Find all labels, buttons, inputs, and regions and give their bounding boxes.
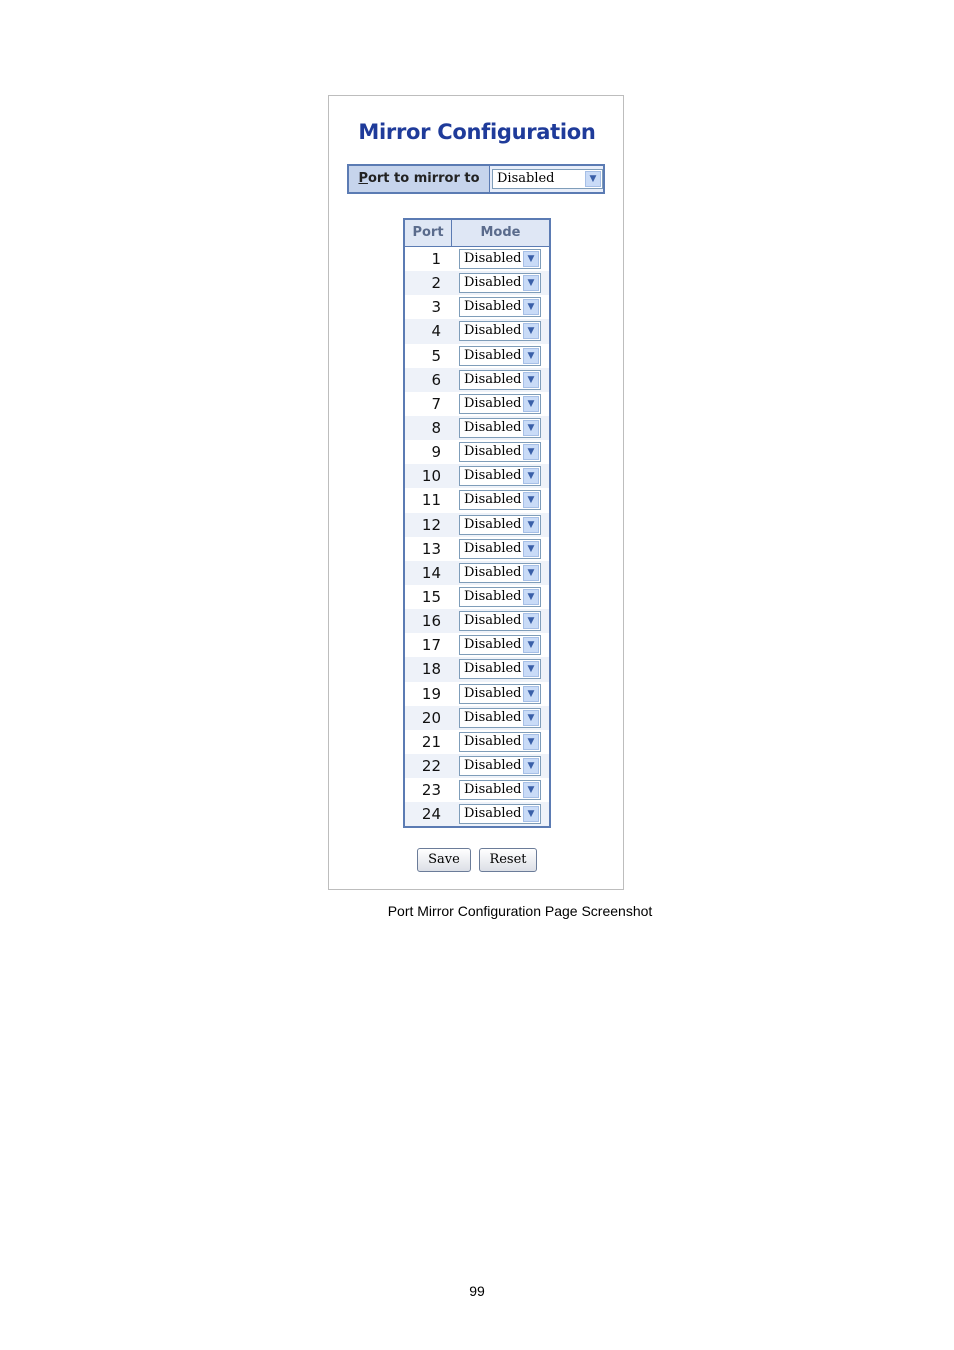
chevron-down-icon: ▼ (523, 710, 539, 726)
chevron-down-icon: ▼ (523, 686, 539, 702)
port-column-header: Port (405, 220, 452, 246)
chevron-down-icon: ▼ (523, 444, 539, 460)
port-number: 12 (421, 515, 441, 534)
port-number: 16 (421, 612, 441, 631)
mode-select[interactable] (459, 346, 541, 366)
mode-select[interactable] (459, 515, 541, 535)
chevron-down-icon: ▼ (523, 468, 539, 484)
mode-cell (451, 344, 549, 368)
table-row (405, 513, 549, 537)
port-number: 20 (421, 708, 441, 727)
table-row (405, 368, 549, 392)
mode-value: Disabled (464, 419, 522, 435)
mode-select[interactable] (459, 756, 541, 776)
chevron-down-icon: ▼ (523, 806, 539, 822)
port-number: 4 (431, 322, 441, 341)
port-number: 24 (421, 805, 441, 824)
chevron-down-icon: ▼ (585, 171, 601, 187)
chevron-down-icon: ▼ (523, 637, 539, 653)
mode-cell (451, 537, 549, 561)
table-row (405, 464, 549, 488)
chevron-down-icon: ▼ (523, 613, 539, 629)
table-row (405, 754, 549, 778)
mode-value: Disabled (464, 757, 522, 773)
table-row (405, 416, 549, 440)
mode-select[interactable] (459, 442, 541, 462)
table-row (405, 802, 549, 826)
mirror-port-select[interactable] (492, 169, 603, 189)
mode-value: Disabled (464, 492, 522, 508)
figure-caption: Port Mirror Configuration Page Screenshot (387, 903, 653, 919)
mode-value: Disabled (464, 444, 522, 460)
mode-cell (451, 416, 549, 440)
reset-button[interactable]: Reset (479, 848, 537, 872)
chevron-down-icon: ▼ (523, 323, 539, 339)
table-row (405, 706, 549, 730)
mode-value: Disabled (464, 516, 522, 532)
table-row (405, 561, 549, 585)
mode-cell (451, 271, 549, 295)
mode-cell (451, 464, 549, 488)
mode-value: Disabled (464, 588, 522, 604)
mode-select[interactable] (459, 370, 541, 390)
mode-value: Disabled (464, 685, 522, 701)
mode-select[interactable] (459, 539, 541, 559)
mode-select[interactable] (459, 321, 541, 341)
chevron-down-icon: ▼ (523, 734, 539, 750)
chevron-down-icon: ▼ (523, 782, 539, 798)
mode-cell (451, 319, 549, 343)
mode-select[interactable] (459, 684, 541, 704)
mode-select[interactable] (459, 611, 541, 631)
port-number: 1 (431, 250, 441, 268)
chevron-down-icon: ▼ (523, 348, 539, 364)
port-number: 15 (421, 587, 441, 606)
table-row (405, 295, 549, 319)
mode-cell (451, 368, 549, 392)
table-row (405, 488, 549, 512)
table-row (405, 633, 549, 657)
mode-select[interactable] (459, 732, 541, 752)
port-number: 11 (421, 491, 441, 510)
table-row (405, 440, 549, 464)
mode-cell (451, 488, 549, 512)
port-number: 13 (421, 539, 441, 558)
mirror-config-panel (328, 95, 624, 890)
mode-value: Disabled (464, 395, 522, 411)
mode-select[interactable] (459, 297, 541, 317)
port-number: 9 (431, 443, 441, 462)
port-number: 21 (421, 732, 441, 751)
port-number: 6 (431, 370, 441, 389)
mode-select[interactable] (459, 587, 541, 607)
mode-cell (451, 247, 549, 271)
port-number: 3 (431, 298, 441, 317)
table-row (405, 730, 549, 754)
mode-select[interactable] (459, 394, 541, 414)
mode-value: Disabled (464, 782, 522, 798)
chevron-down-icon: ▼ (523, 275, 539, 291)
mode-cell (451, 754, 549, 778)
table-row (405, 682, 549, 706)
chevron-down-icon: ▼ (523, 299, 539, 315)
mirror-port-row (347, 164, 605, 194)
mirror-port-value: Disabled (497, 171, 555, 186)
table-row (405, 271, 549, 295)
table-row (405, 585, 549, 609)
mode-value: Disabled (464, 613, 522, 629)
mode-value: Disabled (464, 540, 522, 556)
table-body (405, 247, 549, 826)
chevron-down-icon: ▼ (523, 492, 539, 508)
mode-value: Disabled (464, 661, 522, 677)
table-row (405, 537, 549, 561)
page-title: Mirror Configuration (358, 120, 596, 144)
port-number: 10 (421, 467, 441, 486)
chevron-down-icon: ▼ (523, 541, 539, 557)
table-row (405, 247, 549, 271)
mode-value: Disabled (464, 251, 522, 266)
port-number: 2 (431, 274, 441, 293)
chevron-down-icon: ▼ (523, 517, 539, 533)
mode-cell (451, 609, 549, 633)
chevron-down-icon: ▼ (523, 372, 539, 388)
chevron-down-icon: ▼ (523, 758, 539, 774)
mode-select[interactable] (459, 249, 541, 269)
mode-select[interactable] (459, 273, 541, 293)
port-number: 14 (421, 563, 441, 582)
chevron-down-icon: ▼ (523, 565, 539, 581)
chevron-down-icon: ▼ (523, 661, 539, 677)
table-row (405, 657, 549, 681)
mode-cell (451, 730, 549, 754)
mode-cell (451, 585, 549, 609)
port-number: 17 (421, 636, 441, 655)
table-row (405, 392, 549, 416)
mode-cell (451, 633, 549, 657)
chevron-down-icon: ▼ (523, 251, 539, 267)
port-number: 19 (421, 684, 441, 703)
mode-value: Disabled (464, 564, 522, 580)
port-number: 23 (421, 781, 441, 800)
mode-select[interactable] (459, 418, 541, 438)
mode-cell (451, 561, 549, 585)
port-mode-table (403, 218, 551, 828)
page-number: 99 (469, 1283, 485, 1299)
table-row (405, 609, 549, 633)
mode-cell (451, 392, 549, 416)
mode-value: Disabled (464, 275, 522, 291)
mode-value: Disabled (464, 806, 522, 822)
port-number: 5 (431, 346, 441, 365)
port-number: 22 (421, 756, 441, 775)
mode-select[interactable] (459, 635, 541, 655)
chevron-down-icon: ▼ (523, 589, 539, 605)
table-row (405, 778, 549, 802)
mode-cell (451, 706, 549, 730)
mode-cell (451, 802, 549, 826)
mirror-port-label: Port to mirror to (349, 166, 490, 192)
table-row (405, 319, 549, 343)
port-number: 18 (421, 660, 441, 679)
mode-value: Disabled (464, 323, 522, 339)
mode-select[interactable] (459, 659, 541, 679)
table-header (405, 220, 549, 247)
mode-value: Disabled (464, 347, 522, 363)
port-number: 8 (431, 418, 441, 437)
mode-select[interactable] (459, 804, 541, 824)
mode-select[interactable] (459, 563, 541, 583)
mode-cell (451, 682, 549, 706)
mode-cell (451, 440, 549, 464)
port-number: 7 (431, 394, 441, 413)
mode-select[interactable] (459, 708, 541, 728)
mode-select[interactable] (459, 780, 541, 800)
mode-value: Disabled (464, 709, 522, 725)
chevron-down-icon: ▼ (523, 420, 539, 436)
mode-select[interactable] (459, 490, 541, 510)
save-button[interactable]: Save (417, 848, 471, 872)
mode-value: Disabled (464, 468, 522, 484)
mode-cell (451, 295, 549, 319)
mode-value: Disabled (464, 299, 522, 315)
mode-column-header: Mode (480, 225, 521, 240)
mode-value: Disabled (464, 733, 522, 749)
mode-select[interactable] (459, 466, 541, 486)
mode-cell (451, 778, 549, 802)
mode-value: Disabled (464, 637, 522, 653)
mode-cell (451, 657, 549, 681)
mode-value: Disabled (464, 371, 522, 387)
mode-cell (451, 513, 549, 537)
table-row (405, 344, 549, 368)
chevron-down-icon: ▼ (523, 396, 539, 412)
